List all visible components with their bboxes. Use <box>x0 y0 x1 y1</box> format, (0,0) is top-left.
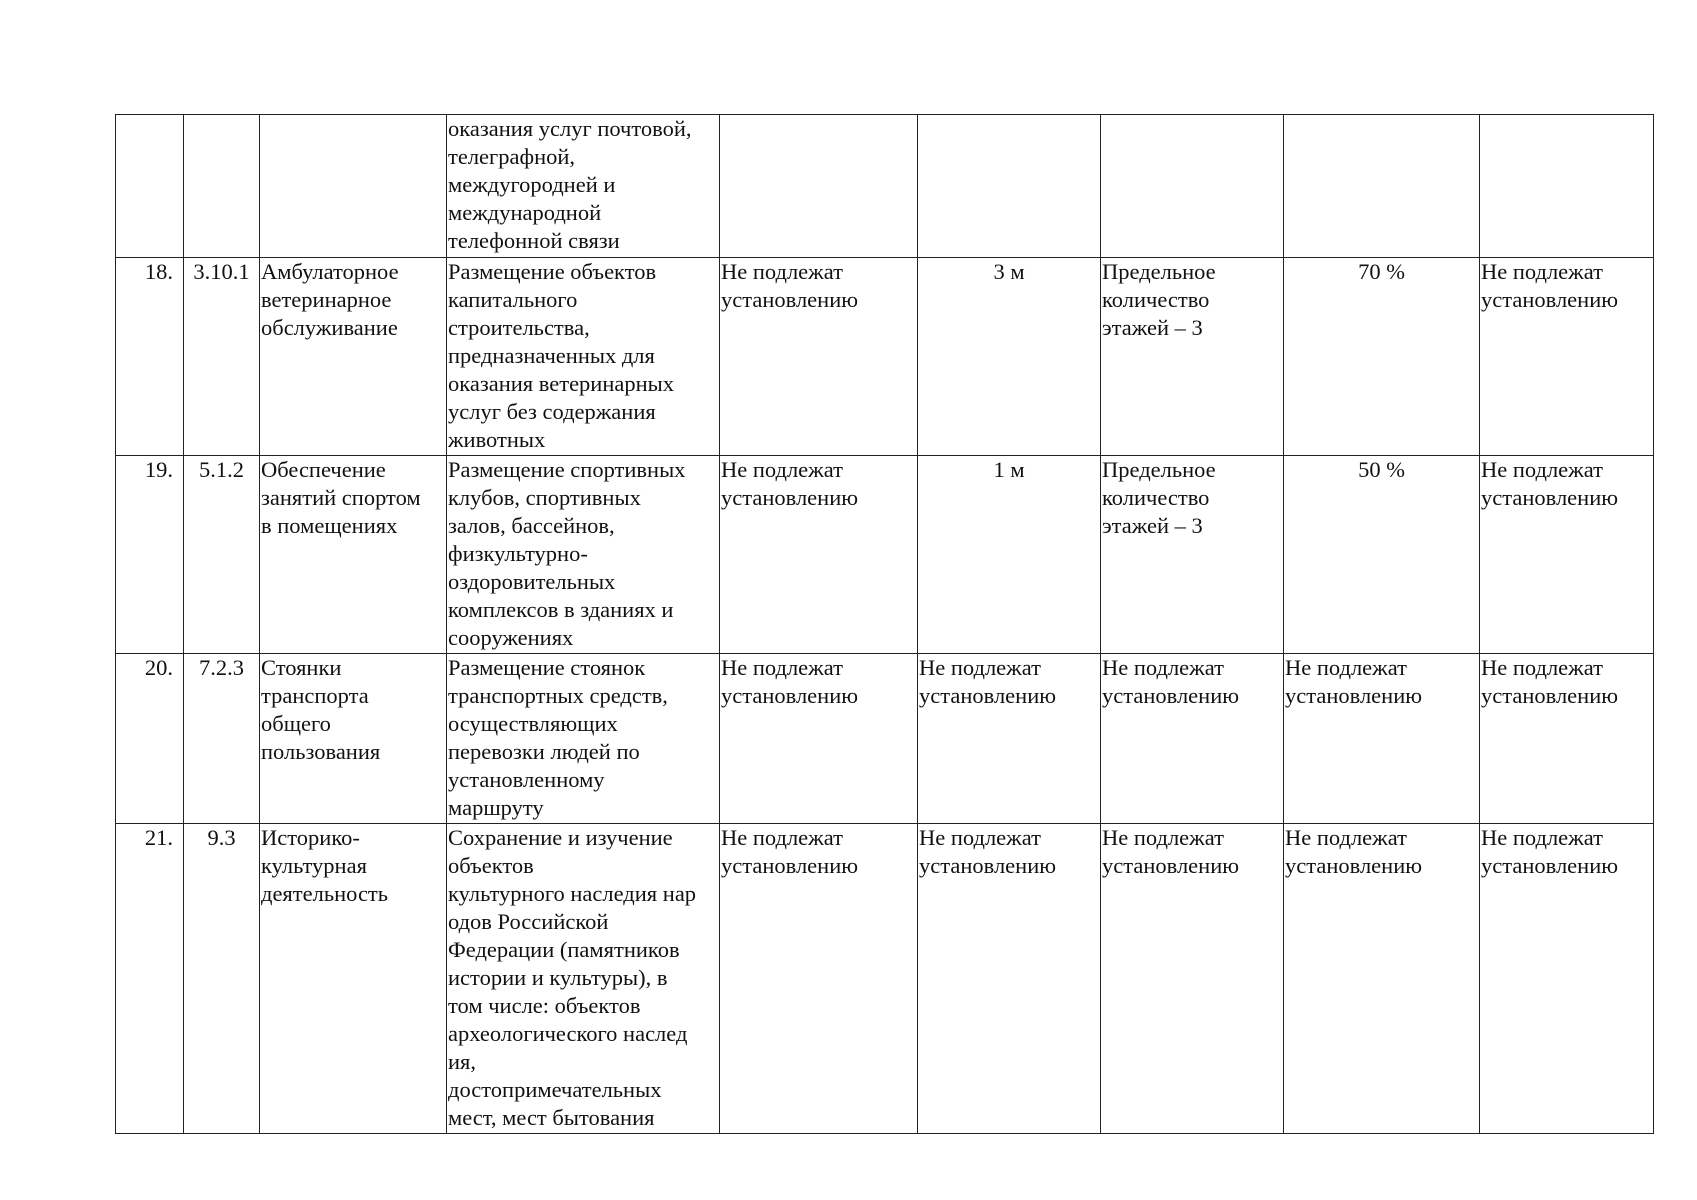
col6-cell <box>918 654 1101 824</box>
code-cell <box>184 115 260 258</box>
description-cell <box>447 456 720 654</box>
use-description: Размещение спортивных клубов, спортивных залов, бассейнов, физкультурно- оздоровительных комплексов в зданиях и сооружениях <box>448 457 686 650</box>
use-name: Обеспечение занятий спортом в помещениях <box>261 457 421 538</box>
row-number: 21. <box>144 825 173 850</box>
col9-cell <box>1480 824 1654 1134</box>
col7-cell <box>1101 824 1284 1134</box>
use-name: Амбулаторное ветеринарное обслуживание <box>261 259 399 340</box>
name-cell <box>260 824 447 1134</box>
col8-cell <box>1284 654 1480 824</box>
col7-value: Не подлежат установлению <box>1102 655 1240 708</box>
col6-value: Не подлежат установлению <box>919 655 1057 708</box>
code-cell <box>184 654 260 824</box>
col9-value: Не подлежат установлению <box>1481 825 1619 878</box>
col9-cell <box>1480 654 1654 824</box>
use-name: Историко- культурная деятельность <box>261 825 389 906</box>
description-cell <box>447 824 720 1134</box>
use-code: 3.10.1 <box>193 259 250 284</box>
col8-cell <box>1284 456 1480 654</box>
code-cell <box>184 824 260 1134</box>
row-number-cell <box>116 654 184 824</box>
use-code: 7.2.3 <box>199 655 244 680</box>
col5-cell <box>720 115 918 258</box>
row-number-cell <box>116 456 184 654</box>
col9-value: Не подлежат установлению <box>1481 655 1619 708</box>
col6-value: 3 м <box>993 259 1025 284</box>
col9-cell <box>1480 115 1654 258</box>
col5-value: Не подлежат установлению <box>721 655 859 708</box>
row-number: 20. <box>144 655 173 680</box>
use-code: 9.3 <box>207 825 236 850</box>
row-number-cell <box>116 824 184 1134</box>
col7-cell <box>1101 654 1284 824</box>
col7-cell <box>1101 456 1284 654</box>
table-row <box>116 654 1654 824</box>
col9-cell <box>1480 456 1654 654</box>
use-description: оказания услуг почтовой, телеграфной, междугородней и международной телефонной связи <box>448 116 692 253</box>
name-cell <box>260 115 447 258</box>
code-cell <box>184 258 260 456</box>
row-number-cell <box>116 258 184 456</box>
use-name: Стоянки транспорта общего пользования <box>261 655 381 764</box>
use-description: Размещение объектов капитального строительства, предназначенных для оказания ветеринарных услуг без содержания животных <box>448 259 675 452</box>
row-number: 19. <box>144 457 173 482</box>
col7-value: Предельное количество этажей – 3 <box>1102 457 1216 538</box>
use-description: Размещение стоянок транспортных средств, осуществляющих перевозки людей по установленному маршруту <box>448 655 668 820</box>
use-code: 5.1.2 <box>199 457 244 482</box>
description-cell <box>447 654 720 824</box>
col5-cell <box>720 456 918 654</box>
col5-value: Не подлежат установлению <box>721 259 859 312</box>
row-number-cell <box>116 115 184 258</box>
table-row <box>116 824 1654 1134</box>
col6-cell <box>918 824 1101 1134</box>
description-cell <box>447 258 720 456</box>
row-number: 18. <box>144 259 173 284</box>
col7-value: Предельное количество этажей – 3 <box>1102 259 1216 340</box>
description-cell <box>447 115 720 258</box>
col5-value: Не подлежат установлению <box>721 457 859 510</box>
col7-value: Не подлежат установлению <box>1102 825 1240 878</box>
col8-cell <box>1284 258 1480 456</box>
col8-value: 70 % <box>1358 259 1405 284</box>
col9-value: Не подлежат установлению <box>1481 259 1619 312</box>
name-cell <box>260 258 447 456</box>
col8-value: Не подлежат установлению <box>1285 825 1423 878</box>
name-cell <box>260 654 447 824</box>
col9-cell <box>1480 258 1654 456</box>
col6-value: Не подлежат установлению <box>919 825 1057 878</box>
regulations-table <box>115 114 1654 1134</box>
col5-cell <box>720 258 918 456</box>
col8-value: Не подлежат установлению <box>1285 655 1423 708</box>
table-row <box>116 115 1654 258</box>
col6-cell <box>918 456 1101 654</box>
col8-value: 50 % <box>1358 457 1405 482</box>
table-row <box>116 258 1654 456</box>
code-cell <box>184 456 260 654</box>
use-description: Сохранение и изучение объектов культурного наследия нар одов Российской Федерации (памятников истории и культуры), в том числе: объектов археологического наслед ия, достопримечательных мест, мест бытования <box>448 825 697 1130</box>
col6-cell <box>918 115 1101 258</box>
col7-cell <box>1101 258 1284 456</box>
col5-cell <box>720 824 918 1134</box>
col9-value: Не подлежат установлению <box>1481 457 1619 510</box>
name-cell <box>260 456 447 654</box>
col7-cell <box>1101 115 1284 258</box>
col6-value: 1 м <box>993 457 1025 482</box>
col5-value: Не подлежат установлению <box>721 825 859 878</box>
col6-cell <box>918 258 1101 456</box>
col5-cell <box>720 654 918 824</box>
table-row <box>116 456 1654 654</box>
col8-cell <box>1284 824 1480 1134</box>
col8-cell <box>1284 115 1480 258</box>
